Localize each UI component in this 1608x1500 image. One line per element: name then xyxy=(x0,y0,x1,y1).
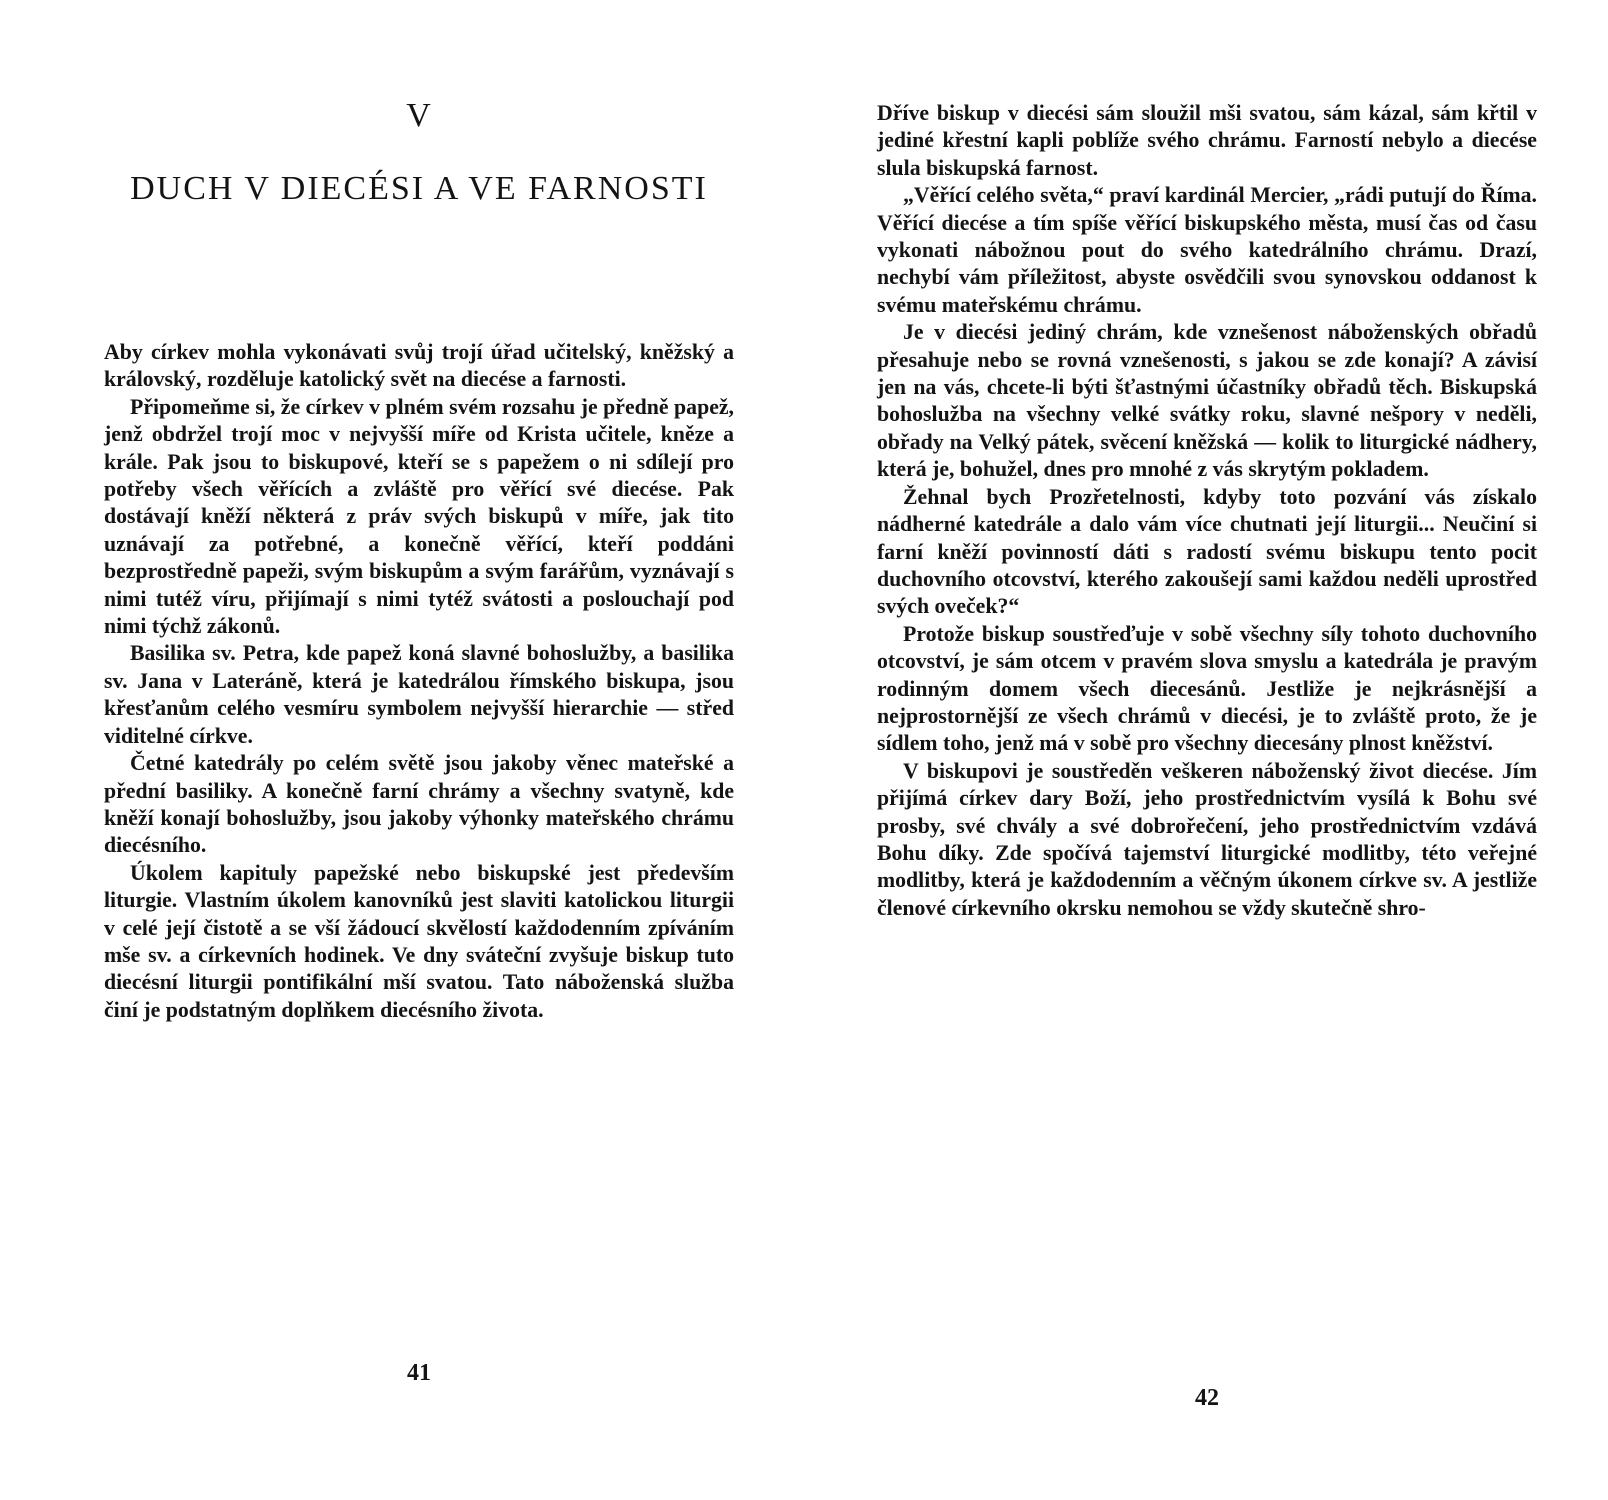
page-number-right: 42 xyxy=(1195,1385,1219,1411)
paragraph: Dříve biskup v diecési sám sloužil mši svatou, sám kázal, sám křtil v jediné křestní kapli poblíže svého chrámu. Farností nebylo a diecése slula biskupská farnost. xyxy=(877,101,1537,180)
left-page-body xyxy=(104,339,734,1024)
right-page-body xyxy=(877,100,1537,922)
paragraph: Protože biskup soustřeďuje v sobě všechny síly tohoto duchovního otcovství, je sám otcem v pravém slova smyslu a katedrála je pravým rodinným domem všech diecesánů. Jestliže je nejkrásnější a nejprostornější ze všech chrámů v diecési, je to zvláště proto, že je sídlem toho, jenž má v sobě pro všechny diecesány plnost kněžství. xyxy=(877,621,1537,756)
paragraph: „Věřící celého světa,“ praví kardinál Mercier, „rádi putují do Říma. Věřící diecése a tím spíše věřící biskupského města, musí čas od času vykonati nábožnou pout do svého katedrálního chrámu. Drazí, nechybí vám příležitost, abyste osvědčili svou synovskou oddanost k svému mateřskému chrámu. xyxy=(877,183,1537,317)
paragraph: V biskupovi je soustředěn veškeren náboženský život diecése. Jím přijímá církev dary Boží, jeho prostřednictvím vysílá k Bohu své prosby, své chvály a své dobrořečení, jeho prostřednictvím vzdává Bohu díky. Zde spočívá tajemství liturgické modlitby, této veřejné modlitby, která je každodenním a věčným úkonem církve sv. A jestliže členové církevního okrsku nemohou se vždy skutečně shro- xyxy=(877,758,1537,920)
paragraph: Úkolem kapituly papežské nebo biskupské jest především liturgie. Vlastním úkolem kanovníků jest slaviti katolickou liturgii v celé její čistotě a se vší žádoucí skvělostí každodenním zpíváním mše sv. a církevních hodinek. Ve dny sváteční zvyšuje biskup tuto diecésní liturgii pontifikální mší svatou. Tato náboženská služba činí je podstatným doplňkem diecésního života. xyxy=(104,860,734,1022)
chapter-number: V xyxy=(406,97,432,134)
paragraph: Žehnal bych Prozřetelnosti, kdyby toto pozvání vás získalo nádherné katedrále a dalo vám více chutnati její liturgii... Neučiní si farní kněží povinností dáti s radostí svému biskupu tento pocit duchovního otcovství, kterého zakoušejí sami každou neděli uprostřed svých oveček?“ xyxy=(877,484,1537,619)
chapter-title: DUCH V DIECÉSI A VE FARNOSTI xyxy=(130,170,708,207)
paragraph: Aby církev mohla vykonávati svůj trojí úřad učitelský, kněžský a královský, rozděluje katolický svět na diecése a farnosti. xyxy=(104,340,734,392)
paragraph: Připomeňme si, že církev v plném svém rozsahu je předně papež, jenž obdržel trojí moc v nejvyšší míře od Krista učitele, kněze a krále. Pak jsou to biskupové, kteří se s papežem o ni sdílejí pro potřeby všech věřících a zvláště pro věřící své diecése. Pak dostávají kněží některá z práv svých biskupů v míře, jak tito uznávají za potřebné, a konečně věřící, kteří poddáni bezprostředně papeži, svým biskupům a svým farářům, vyznávají s nimi tutéž víru, přijímají s nimi tytéž svátosti a poslouchají pod nimi týchž zákonů. xyxy=(104,394,734,639)
paragraph: Četné katedrály po celém světě jsou jakoby věnec mateřské a přední basiliky. A konečně farní chrámy a všechny svatyně, kde kněží konají bohoslužby, jsou jakoby výhonky mateřského chrámu diecésního. xyxy=(104,751,734,858)
page-number-left: 41 xyxy=(407,1360,431,1386)
paragraph: Basilika sv. Petra, kde papež koná slavné bohoslužby, a basilika sv. Jana v Lateráně, která je katedrálou římského biskupa, jsou křesťanům celého vesmíru symbolem nejvyšší hierarchie — střed viditelné církve. xyxy=(104,641,734,748)
paragraph: Je v diecési jediný chrám, kde vznešenost náboženských obřadů přesahuje nebo se rovná vznešenosti, s jakou se zde konají? A závisí jen na vás, chcete-li býti šťastnými účastníky obřadů těch. Biskupská bohoslužba na všechny velké svátky roku, slavné nešpory v neděli, obřady na Velký pátek, svěcení kněžská — kolik to liturgické nádhery, která je, bohužel, dnes pro mnohé z vás skrytým pokladem. xyxy=(877,320,1537,482)
